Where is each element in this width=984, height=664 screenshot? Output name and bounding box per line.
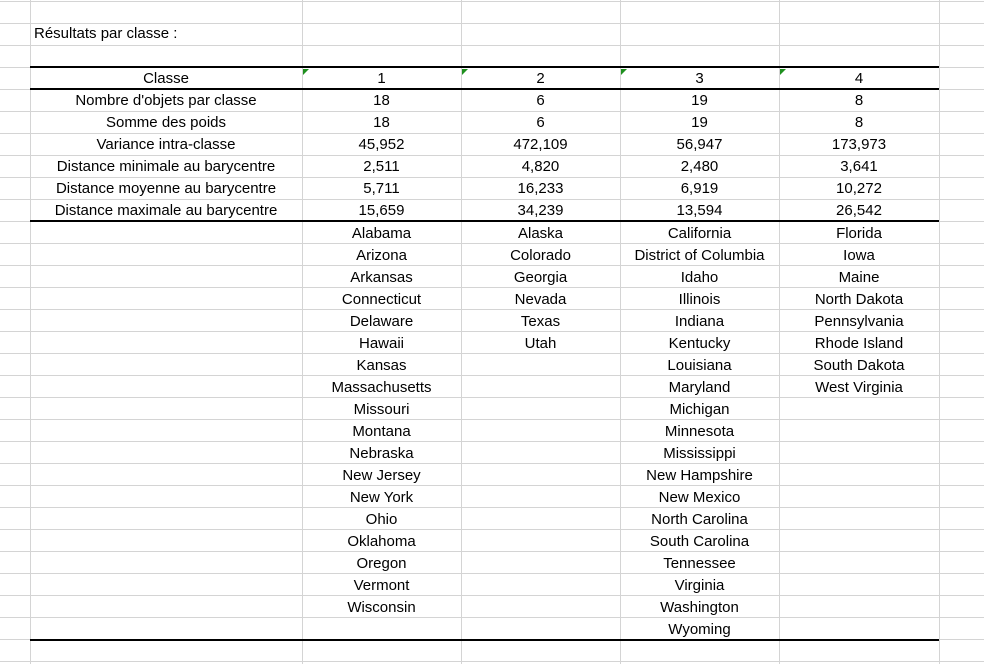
row-gridline (0, 463, 984, 464)
member-cell[interactable]: Arizona (356, 247, 407, 264)
member-cell[interactable]: Virginia (674, 577, 725, 594)
row-gridline (0, 485, 984, 486)
member-cell[interactable]: New Jersey (342, 467, 421, 484)
stat-value[interactable]: 472,109 (513, 136, 568, 153)
member-cell[interactable]: Oregon (356, 555, 407, 572)
stat-label[interactable]: Distance minimale au barycentre (56, 158, 276, 175)
stat-value[interactable]: 3,641 (840, 158, 878, 175)
member-cell[interactable]: North Dakota (814, 291, 904, 308)
member-cell[interactable]: Arkansas (350, 269, 413, 286)
stat-value[interactable]: 26,542 (836, 202, 882, 219)
row-gridline (0, 573, 984, 574)
member-cell[interactable]: Iowa (843, 247, 875, 264)
table-bottom-border (30, 639, 939, 641)
stat-value[interactable]: 8 (854, 92, 864, 109)
member-cell[interactable]: California (667, 225, 732, 242)
stat-value[interactable]: 56,947 (676, 136, 723, 153)
member-cell[interactable]: Ohio (365, 511, 398, 528)
stat-value[interactable]: 19 (691, 114, 708, 131)
member-cell[interactable]: Texas (520, 313, 561, 330)
member-cell[interactable]: Wisconsin (347, 599, 416, 616)
member-cell[interactable]: Nebraska (349, 445, 414, 462)
member-cell[interactable]: Louisiana (667, 357, 732, 374)
member-cell[interactable]: New York (349, 489, 414, 506)
stat-label[interactable]: Distance maximale au barycentre (54, 202, 278, 219)
stat-value[interactable]: 6 (536, 114, 545, 131)
member-cell[interactable]: Delaware (349, 313, 414, 330)
row-gridline (0, 1, 984, 2)
stat-label[interactable]: Variance intra-classe (96, 136, 236, 153)
header-class-3[interactable]: 3 (695, 70, 704, 87)
member-cell[interactable]: Indiana (674, 313, 725, 330)
member-cell[interactable]: Idaho (680, 269, 719, 286)
member-cell[interactable]: Utah (524, 335, 557, 352)
member-cell[interactable]: Illinois (678, 291, 721, 308)
comment-indicator-icon (621, 69, 627, 75)
stat-value[interactable]: 18 (373, 92, 390, 109)
results-title: Résultats par classe : (34, 25, 178, 42)
member-cell[interactable]: Colorado (510, 247, 571, 264)
member-cell[interactable]: North Carolina (651, 511, 748, 528)
member-cell[interactable]: Maryland (668, 379, 731, 396)
member-cell[interactable]: Missouri (353, 401, 410, 418)
comment-indicator-icon (780, 69, 786, 75)
header-class-1[interactable]: 1 (377, 70, 386, 87)
header-class-4[interactable]: 4 (854, 70, 864, 87)
member-cell[interactable]: Pennsylvania (814, 313, 904, 330)
stat-value[interactable]: 34,239 (517, 202, 564, 219)
comment-indicator-icon (462, 69, 468, 75)
member-cell[interactable]: South Carolina (649, 533, 750, 550)
row-gridline (0, 45, 984, 46)
member-cell[interactable]: Connecticut (341, 291, 422, 308)
row-gridline (0, 661, 984, 662)
stat-value[interactable]: 2,511 (363, 158, 400, 175)
stat-value[interactable]: 6,919 (680, 180, 719, 197)
header-class-2[interactable]: 2 (536, 70, 545, 87)
member-cell[interactable]: Massachusetts (331, 379, 432, 396)
header-classe-label[interactable]: Classe (143, 70, 189, 87)
member-cell[interactable]: District of Columbia (634, 247, 765, 264)
member-cell[interactable]: Mississippi (663, 445, 736, 462)
member-cell[interactable]: Maine (838, 269, 880, 286)
column-gridline (939, 0, 940, 664)
member-cell[interactable]: West Virginia (815, 379, 903, 396)
member-cell[interactable]: Washington (660, 599, 739, 616)
member-cell[interactable]: Rhode Island (814, 335, 904, 352)
stat-value[interactable]: 8 (854, 114, 864, 131)
stat-label[interactable]: Nombre d'objets par classe (75, 92, 257, 109)
row-gridline (0, 551, 984, 552)
stat-value[interactable]: 19 (691, 92, 708, 109)
stat-value[interactable]: 173,973 (831, 136, 887, 153)
row-gridline (0, 617, 984, 618)
member-cell[interactable]: Vermont (353, 577, 410, 594)
member-cell[interactable]: Tennessee (663, 555, 736, 572)
stat-value[interactable]: 5,711 (363, 180, 400, 197)
member-cell[interactable]: South Dakota (813, 357, 905, 374)
member-cell[interactable]: Wyoming (668, 621, 731, 638)
member-cell[interactable]: Nevada (514, 291, 567, 308)
stat-value[interactable]: 15,659 (358, 202, 405, 219)
member-cell[interactable]: Georgia (513, 269, 568, 286)
row-gridline (0, 507, 984, 508)
member-cell[interactable]: Alabama (351, 225, 412, 242)
stat-value[interactable]: 6 (536, 92, 545, 109)
member-cell[interactable]: New Hampshire (646, 467, 753, 484)
row-gridline (0, 419, 984, 420)
row-gridline (0, 529, 984, 530)
member-cell[interactable]: Michigan (669, 401, 730, 418)
stat-value[interactable]: 2,480 (680, 158, 719, 175)
stat-value[interactable]: 45,952 (358, 136, 405, 153)
stat-value[interactable]: 18 (373, 114, 390, 131)
stat-value[interactable]: 13,594 (676, 202, 723, 219)
member-cell[interactable]: New Mexico (658, 489, 741, 506)
stat-value[interactable]: 10,272 (836, 180, 882, 197)
member-cell[interactable]: Montana (352, 423, 411, 440)
member-cell[interactable]: Oklahoma (347, 533, 416, 550)
member-cell[interactable]: Florida (836, 225, 882, 242)
member-cell[interactable]: Minnesota (664, 423, 735, 440)
stat-label[interactable]: Somme des poids (105, 114, 227, 131)
stats-bottom-border (30, 220, 939, 222)
stat-value[interactable]: 4,820 (521, 158, 560, 175)
comment-indicator-icon (303, 69, 309, 75)
stat-label[interactable]: Distance moyenne au barycentre (55, 180, 277, 197)
row-gridline (0, 595, 984, 596)
member-cell[interactable]: Kansas (356, 357, 407, 374)
member-cell[interactable]: Kentucky (668, 335, 731, 352)
stat-value[interactable]: 16,233 (517, 180, 564, 197)
row-gridline (0, 441, 984, 442)
member-cell[interactable]: Alaska (517, 225, 564, 242)
member-cell[interactable]: Hawaii (358, 335, 404, 352)
